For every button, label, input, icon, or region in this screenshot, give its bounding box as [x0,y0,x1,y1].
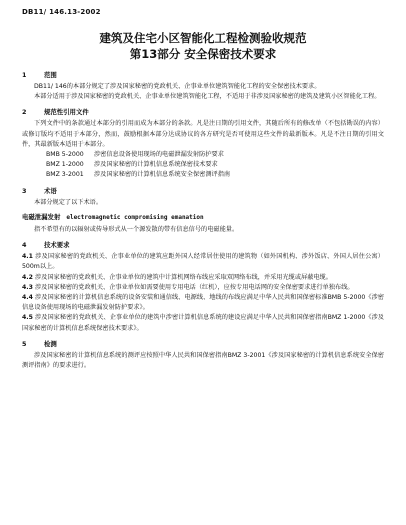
item-text: 涉及国家秘密的党政机关、企事业单位的建筑中涉密计算机信息系统的建设应满足中华人民共和国保密指南BMZ 1-2000《涉及国家秘密的计算机信息系统保密技术要求》。 [22,314,384,332]
item-text: 涉及国家秘密的党政机关、企事业单位如需要使用专用电话（红机），应按专用电话网的安全保密要求进行单独布线。 [34,283,354,291]
reference-code: BMZ 3-2001 [46,171,84,179]
document-title: 建筑及住宅小区智能化工程检测验收规范 [99,31,307,45]
term-chinese: 电磁泄漏发射 [22,212,61,221]
reference-title: 涉密信息设备使用现场的电磁泄漏发射防护要求 [94,151,224,159]
item-text: 涉及国家秘密的计算机信息系统的设备安装和通信线、电源线、地线的布线应满足中华人民共和国保密标准BMB 5-2000《涉密信息设备使用现场的电磁泄漏发射防护要求》。 [22,294,384,312]
item-number: 4.4 [22,294,33,302]
term-definition: 指不希望有的以辐射或传导形式从一个源发散的带有信息信号的电磁能量。 [34,226,239,234]
section-title: 规范性引用文件 [44,108,89,117]
requirement-item [22,283,384,293]
item-number: 4.3 [22,283,33,291]
reference-item [22,170,384,180]
section-title: 技术要求 [44,241,70,250]
inspection-paragraph: 涉及国家秘密的计算机信息系统的测评应按照中华人民共和国保密指南BMZ 3-2001《涉及国家秘密的计算机信息系统安全保密测评指南》的要求进行。 [22,351,384,370]
scope-paragraph-2: 本部分适用于涉及国家秘密的党政机关、企事业单位建筑智能化工程，不适用于非涉及国家秘密的建筑及建筑小区智能化工程。 [34,93,381,101]
terms-paragraph: 本部分规定了以下术语。 [34,198,103,206]
section-number: 3 [22,186,27,195]
item-number: 4.5 [22,314,33,322]
requirement-item [22,293,384,313]
reference-code: BMB 5-2000 [46,151,84,159]
section-number: 2 [22,108,27,117]
term-english: electromagnetic compromising emanation [66,213,204,221]
section-heading-technical-requirements [22,240,384,249]
requirement-item [22,313,384,333]
document-id: DB11/ 146.13-2002 [22,8,101,16]
section-number: 1 [22,71,27,79]
section-number: 4 [22,241,27,250]
section-title: 检测 [44,339,57,348]
references-paragraph: 下列文件中的条款通过本部分的引用而成为本部分的条款。凡是注日期的引用文件，其随后所有的修改单（不包括勘误的内容）或修订版均不适用于本部分，然而，鼓励根据本部分达成协议的各方研究是否可使用这些文件的最新版本。凡是不注日期的引用文件，其最新版本适用于本部分。 [22,120,384,148]
section-heading-terms [22,186,384,195]
requirement-item [22,252,384,272]
requirement-item [22,273,384,283]
item-text: 涉及国家秘密的党政机关、企事业单位的建筑中计算机网络布线应采取双网络布线，并采用光缆或屏蔽电缆。 [34,273,332,281]
scope-paragraph-1: DB11/ 146的本部分规定了涉及国家秘密的党政机关、企事业单位建筑智能化工程的安全保密技术要求。 [34,83,321,90]
reference-title: 涉及国家秘密的计算机信息系统保密技术要求 [94,161,218,169]
term-entry [22,212,384,223]
document-subtitle: 第13部分 安全保密技术要求 [129,47,277,61]
section-heading-scope [22,70,384,79]
section-title: 术语 [44,186,57,195]
section-number: 5 [22,339,27,348]
item-number: 4.1 [22,253,33,261]
section-heading-inspection [22,339,384,348]
item-number: 4.2 [22,273,33,281]
reference-item [22,150,384,160]
section-title: 范围 [44,71,57,79]
item-text: 涉及国家秘密的党政机关、企事业单位的建筑应距外国人经常居住使用的建筑物（如外国机构、涉外饭店、外国人居住公寓）500m以上。 [22,253,384,271]
reference-item [22,160,384,170]
reference-title: 涉及国家秘密的计算机信息系统安全保密测评指南 [94,171,231,179]
reference-code: BMZ 1-2000 [46,161,84,169]
section-heading-normative-references [22,107,384,116]
